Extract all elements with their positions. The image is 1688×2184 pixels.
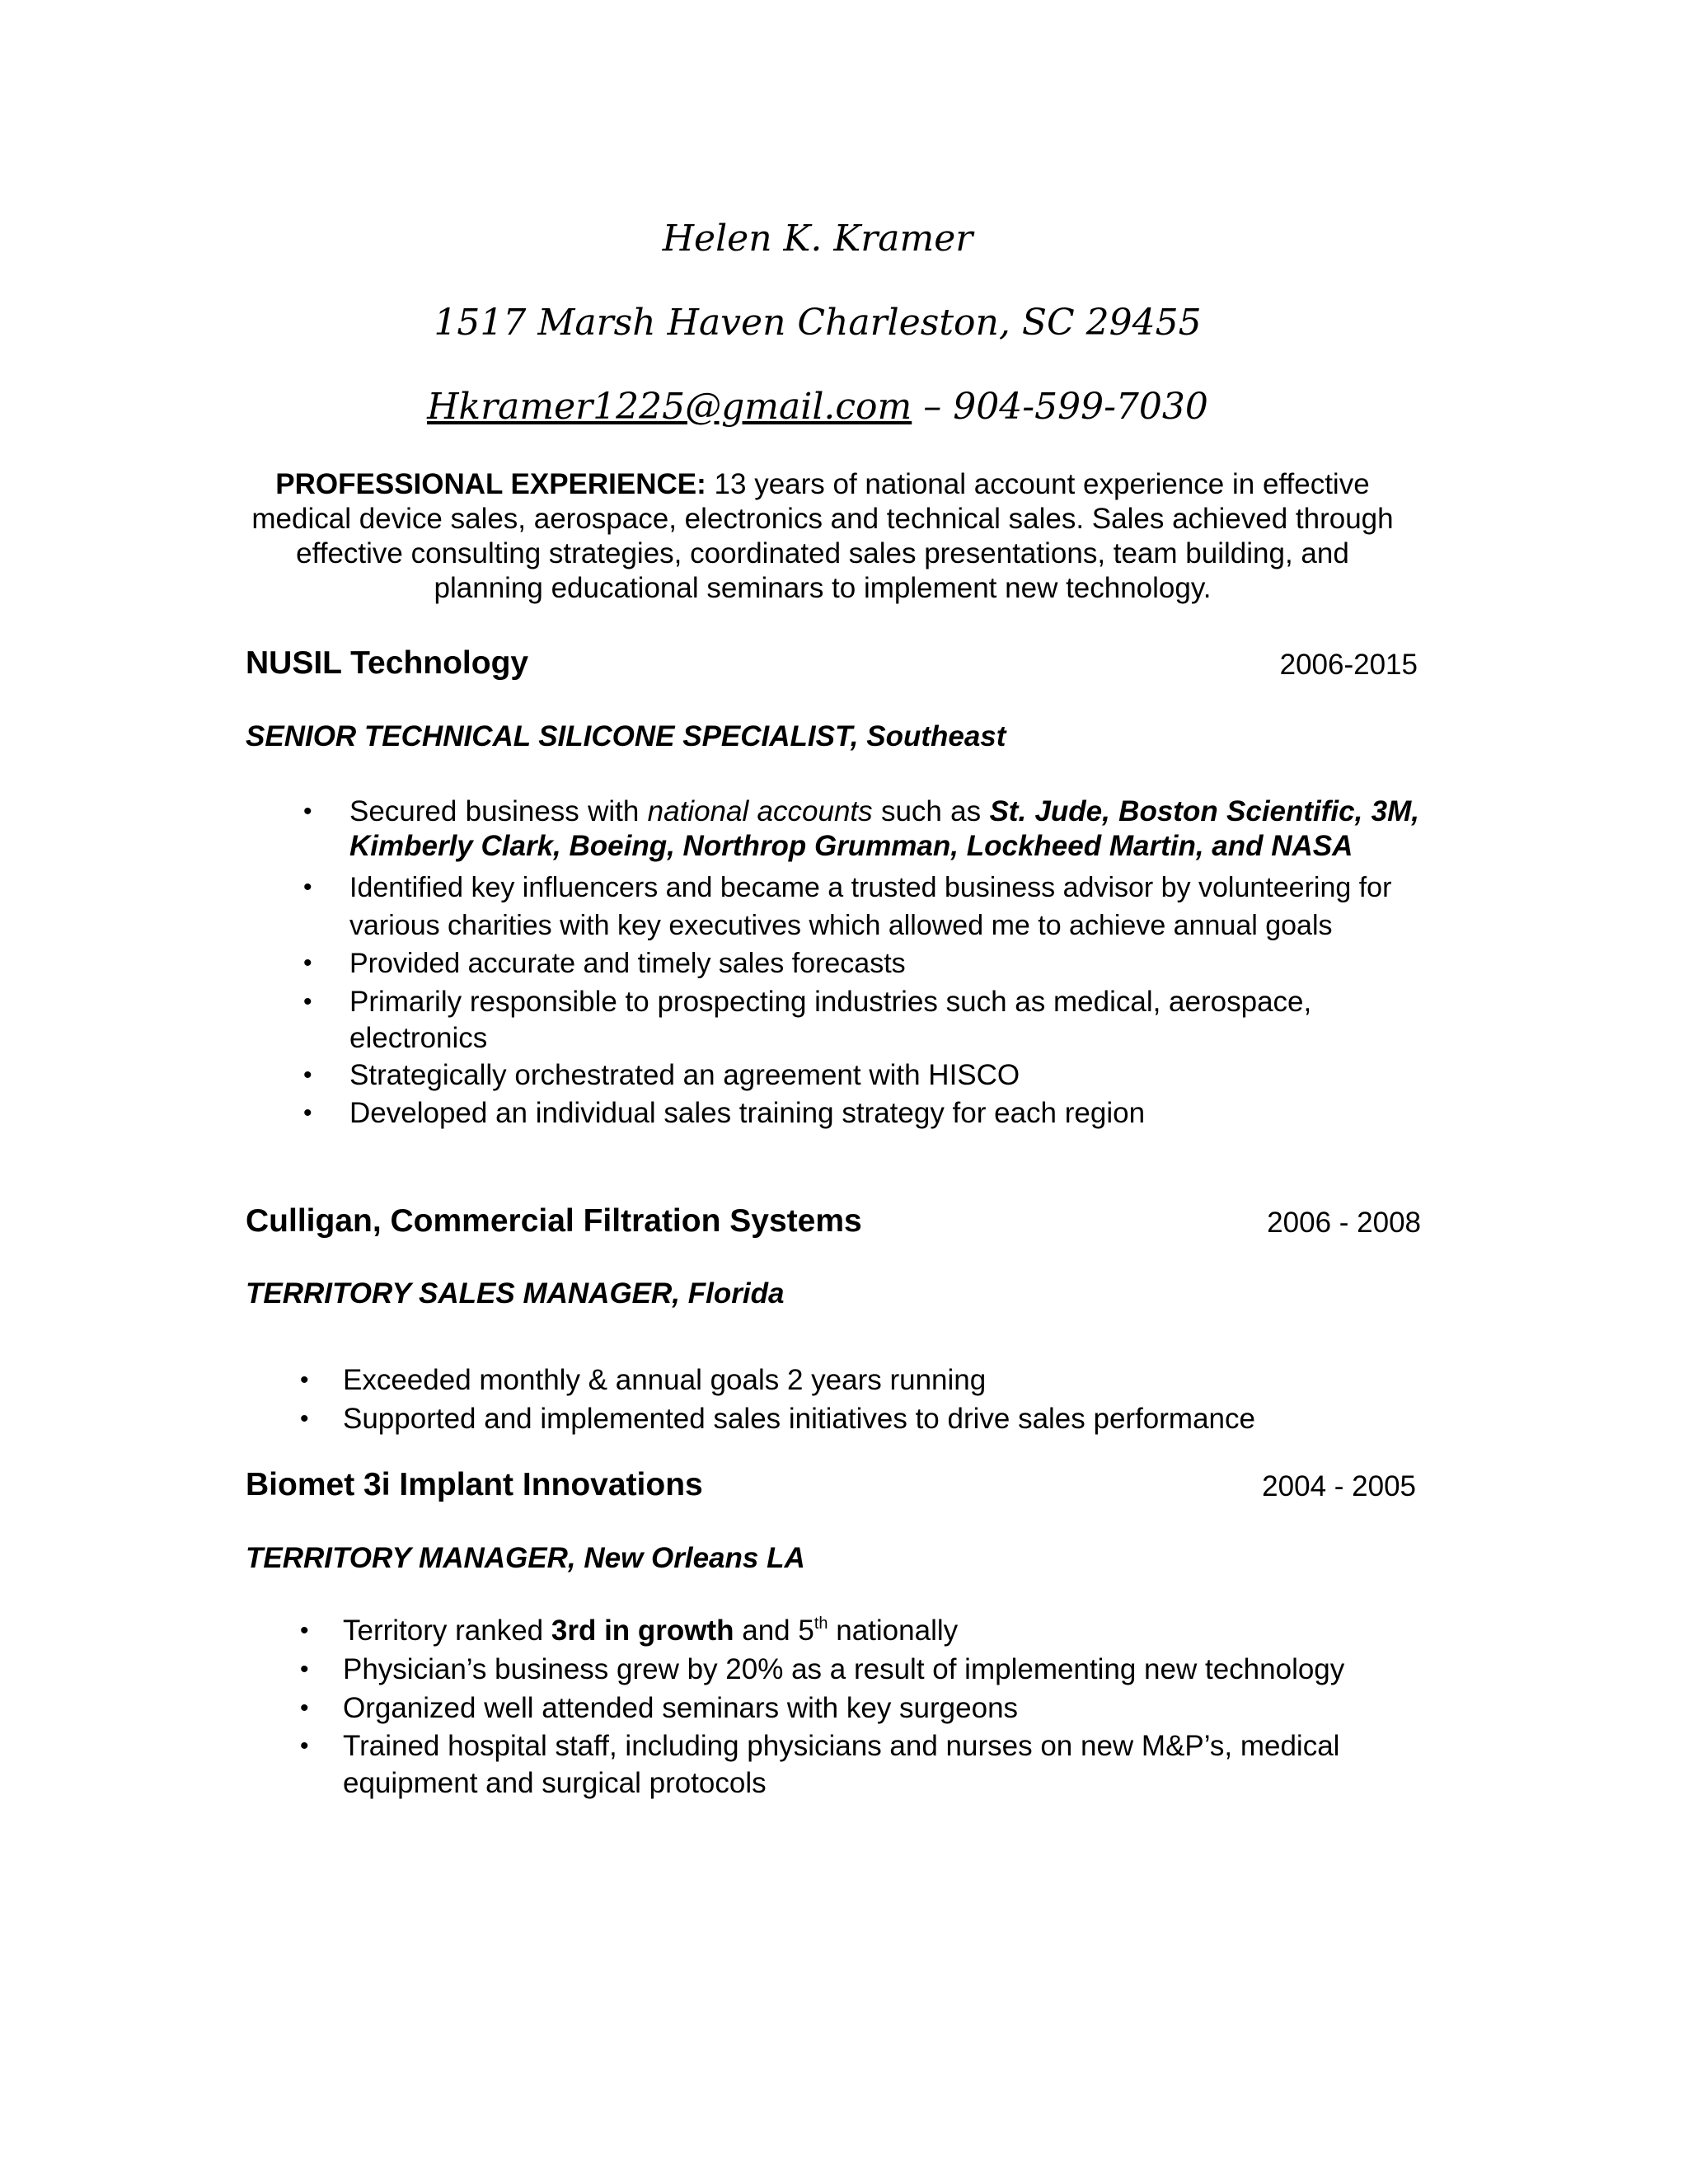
list-item: • Secured business with national accounts such as St. Jude, Boston Scientific, 3M, Kimberly Clark, Boeing, Northrop Grumman, Lockheed Martin, and NASA <box>303 795 1419 862</box>
bullet-dot: • <box>303 988 312 1015</box>
list-item: • Physician’s business grew by 20% as a result of implementing new technology <box>293 1650 1447 1689</box>
list-item: • Trained hospital staff, including physicians and nurses on new M&P’s, medical equipment and surgical protocols <box>293 1727 1439 1802</box>
bullet-dot: • <box>303 1062 312 1089</box>
employment-dates: 2006-2015 <box>1279 649 1418 681</box>
company-name: NUSIL Technology <box>246 645 529 681</box>
summary-text: 13 years of national account experience in effective medical device sales, aerospace, electronics and technical sales. Sales achieved through effective consulting strategies, coordinated sales presentations, team building, and planning educational seminars to implement new technology. <box>251 468 1394 604</box>
job-bullets <box>297 794 1419 1132</box>
list-item: • Provided accurate and timely sales forecasts <box>297 944 1419 982</box>
job-title: TERRITORY SALES MANAGER, Florida <box>246 1277 785 1310</box>
phone-number: 904-599-7030 <box>953 386 1208 428</box>
company-name: Culligan, Commercial Filtration Systems <box>246 1203 862 1239</box>
job-bullets <box>293 1611 1447 1802</box>
list-item: • Exceeded monthly & annual goals 2 years running <box>293 1361 1447 1399</box>
list-item: • Developed an individual sales training strategy for each region <box>297 1094 1419 1132</box>
bullet-dot: • <box>300 1405 309 1432</box>
bullet-dot: • <box>300 1656 309 1683</box>
job-title: TERRITORY MANAGER, New Orleans LA <box>246 1542 805 1574</box>
bullet-dot: • <box>303 798 312 825</box>
bullet-dot: • <box>300 1694 309 1722</box>
candidate-name: Helen K. Kramer <box>662 218 973 260</box>
summary-label: PROFESSIONAL EXPERIENCE: <box>275 468 706 500</box>
bullet-dot: • <box>303 874 312 901</box>
list-item: • Strategically orchestrated an agreement with HISCO <box>297 1057 1419 1094</box>
list-item: • Territory ranked 3rd in growth and 5th nationally <box>293 1611 1447 1650</box>
professional-summary <box>247 467 1398 606</box>
list-item: • Identified key influencers and became a trusted business advisor by volunteering for various charities with key executives which allowed me to achieve annual goals <box>297 869 1419 944</box>
bullet-dot: • <box>300 1366 309 1394</box>
candidate-address: 1517 Marsh Haven Charleston, SC 29455 <box>434 302 1202 344</box>
bullet-dot: • <box>300 1617 309 1644</box>
employment-dates: 2004 - 2005 <box>1262 1470 1416 1502</box>
job-title: SENIOR TECHNICAL SILICONE SPECIALIST, Southeast <box>246 720 1006 752</box>
bullet-dot: • <box>300 1732 309 1760</box>
bullet-dot: • <box>303 949 312 977</box>
email-link[interactable]: Hkramer1225@gmail.com <box>427 386 912 428</box>
contact-line <box>0 384 1635 430</box>
list-item: • Primarily responsible to prospecting industries such as medical, aerospace, electronics <box>303 986 1312 1054</box>
list-item: • Supported and implemented sales initiatives to drive sales performance <box>293 1399 1447 1438</box>
company-name: Biomet 3i Implant Innovations <box>246 1467 703 1502</box>
contact-separator: – <box>912 386 954 428</box>
list-item: • Organized well attended seminars with key surgeons <box>293 1689 1447 1727</box>
employment-dates: 2006 - 2008 <box>1267 1207 1421 1239</box>
job-bullets <box>293 1361 1447 1438</box>
bullet-dot: • <box>303 1099 312 1127</box>
